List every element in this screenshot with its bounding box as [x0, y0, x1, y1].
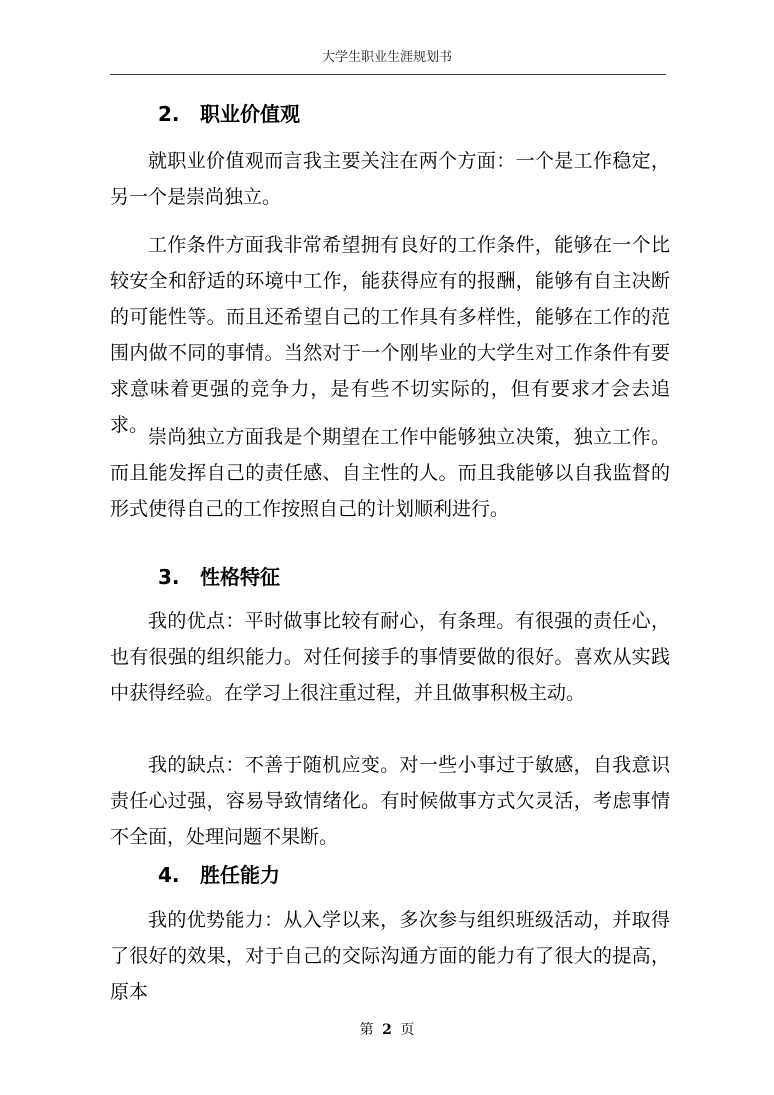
section-title: 职业价值观 [200, 102, 300, 126]
paragraph: 工作条件方面我非常希望拥有良好的工作条件，能够在一个比较安全和舒适的环境中工作，能获得应有的报酬，能够有自主决断的可能性等。而且还希望自己的工作具有多样性，能够在工作的范围内做不同的事情。当然对于一个刚毕业的大学生对工作条件有要求意味着更强的竞争力，是有些不切实际的，但有要求才会去追求。 [110, 234, 670, 436]
header-rule [110, 74, 666, 75]
section-number: 3. [158, 565, 180, 589]
section-heading-4 [158, 862, 280, 888]
paragraph: 我的优点：平时做事比较有耐心，有条理。有很强的责任心，也有很强的组织能力。对任何接手的事情要做的很好。喜欢从实践中获得经验。在学习上很注重过程，并且做事积极主动。 [110, 610, 670, 704]
paragraph: 我的缺点：不善于随机应变。对一些小事过于敏感，自我意识责任心过强，容易导致情绪化。有时候做事方式欠灵活，考虑事情不全面，处理问题不果断。 [110, 754, 670, 848]
paragraph: 崇尚独立方面我是个期望在工作中能够独立决策，独立工作。而且能发挥自己的责任感、自主性的人。而且我能够以自我监督的形式使得自己的工作按照自己的计划顺利进行。 [110, 426, 670, 520]
paragraph: 我的优势能力：从入学以来，多次参与组织班级活动，并取得了很好的效果，对于自己的交际沟通方面的能力有了很大的提高，原本 [110, 909, 670, 1003]
section-number: 2. [158, 102, 180, 126]
section-title: 胜任能力 [200, 863, 280, 887]
section-heading-2 [158, 101, 300, 127]
page-number: 2 [382, 1022, 392, 1038]
page-footer [0, 1021, 774, 1039]
section-heading-3 [158, 564, 280, 590]
section-number: 4. [158, 863, 180, 887]
paragraph: 就职业价值观而言我主要关注在两个方面：一个是工作稳定，另一个是崇尚独立。 [110, 150, 670, 208]
footer-suffix: 页 [400, 1022, 415, 1038]
page-header: 大学生职业生涯规划书 [321, 50, 452, 65]
footer-prefix: 第 [359, 1022, 374, 1038]
section-title: 性格特征 [200, 565, 280, 589]
